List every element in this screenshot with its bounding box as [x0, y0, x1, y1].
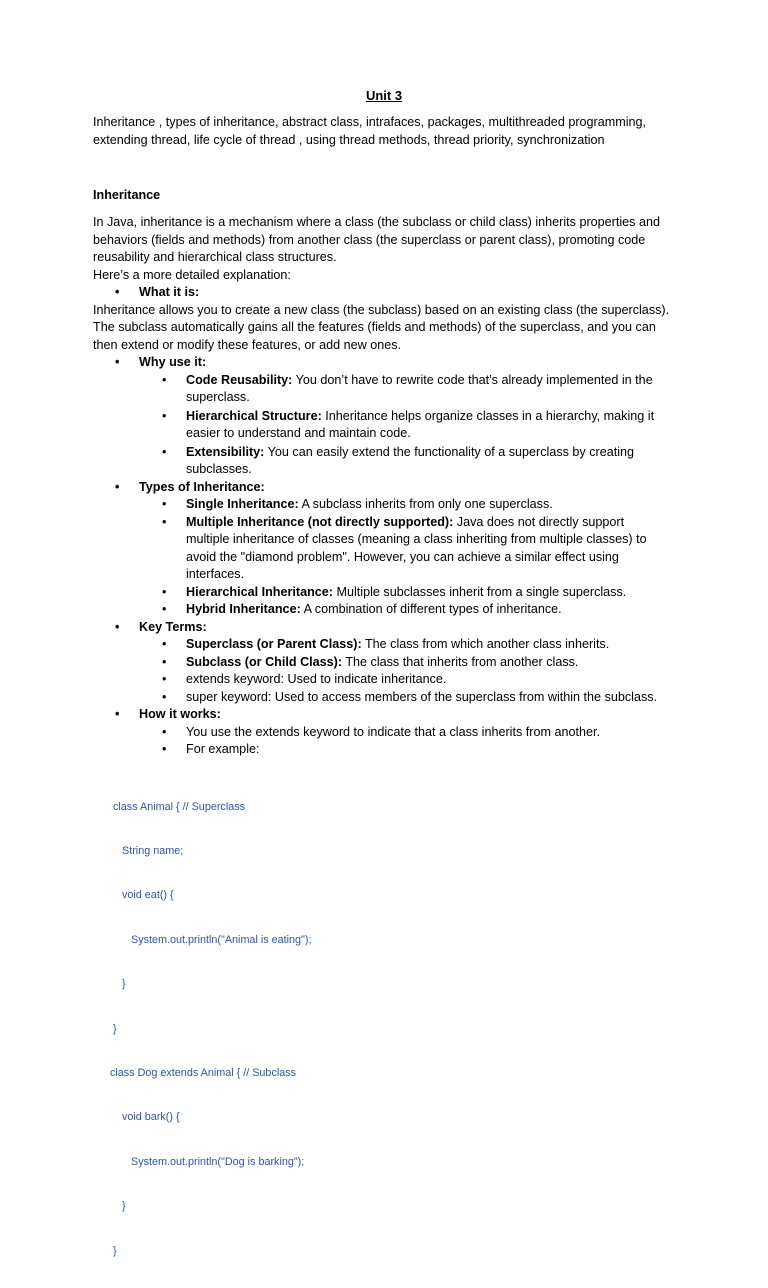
code-line: class Animal { // Superclass	[110, 800, 246, 813]
code-line: }	[110, 1022, 117, 1035]
list-item	[0, 671, 666, 689]
list-item	[0, 514, 666, 584]
term-label: Subclass (or Child Class):	[186, 654, 343, 669]
term-text: You can easily extend the functionality of a superclass by creating subclasses.	[186, 444, 635, 476]
term-label: Extensibility:	[186, 444, 265, 459]
list-item	[0, 444, 666, 479]
term-text: super keyword: Used to access members of the superclass from within the subclass.	[186, 689, 658, 704]
list-item	[0, 372, 666, 407]
term-label: Multiple Inheritance (not directly supported):	[186, 514, 454, 529]
term-text: You don’t have to rewrite code that’s already implemented in the superclass.	[186, 372, 653, 404]
bullet-how-it-works: • How it works:	[0, 706, 768, 724]
term-text: A subclass inherits from only one superclass.	[298, 497, 553, 511]
term-text: The class that inherits from another class.	[342, 654, 579, 669]
page-title: Unit 3	[365, 88, 403, 103]
code-example	[110, 770, 311, 1288]
code-line: void eat() {	[110, 889, 174, 902]
term-text: A combination of different types of inheritance.	[300, 602, 562, 616]
list-item	[0, 584, 666, 602]
code-line: class Dog extends Animal { // Subclass	[110, 1066, 297, 1079]
code-line: void bark() {	[110, 1111, 180, 1124]
bullet-why-use-it: • Why use it:	[0, 354, 768, 372]
section-heading: Inheritance	[93, 188, 161, 202]
bullet-what-it-is: • What it is:	[0, 284, 768, 302]
code-line: String name;	[110, 844, 184, 857]
list-item: • For example:	[0, 741, 666, 759]
list-item	[0, 636, 666, 654]
term-label: Hierarchical Structure:	[186, 408, 322, 423]
what-it-is-text: Inheritance allows you to create a new class (the subclass) based on an existing class (the superclass). The subclass automatically gains all the features (fields and methods) of the superclass, and you can then extend or modify these features, or add new ones.	[93, 302, 670, 352]
bullet-types: • Types of Inheritance:	[0, 479, 768, 497]
term-label: Single Inheritance:	[186, 497, 299, 511]
code-line: }	[110, 1200, 126, 1213]
intro-paragraph	[93, 214, 683, 284]
term-label: Superclass (or Parent Class):	[186, 637, 362, 651]
list-item: • You use the extends keyword to indicate that a class inherits from another.	[0, 724, 666, 742]
list-item	[0, 601, 666, 619]
list-item	[0, 496, 666, 514]
code-line: }	[110, 978, 126, 991]
list-item	[0, 654, 666, 672]
code-line: System.out.println("Dog is barking");	[110, 1155, 305, 1168]
term-label: Hybrid Inheritance:	[186, 602, 301, 616]
list-item	[0, 689, 666, 707]
list-item	[0, 408, 666, 443]
topics-list: Inheritance , types of inheritance, abstract class, intrafaces, packages, multithreaded programming, extending thread, life cycle of thread , using thread methods, thread priority, synchronization	[93, 115, 647, 147]
bullet-key-terms: • Key Terms:	[0, 619, 768, 637]
term-label: Hierarchical Inheritance:	[186, 584, 333, 599]
term-text: extends keyword: Used to indicate inheritance.	[186, 672, 447, 686]
intro-lead: Here’s a more detailed explanation:	[93, 267, 291, 282]
term-text: Java does not directly support multiple inheritance of classes (meaning a class inheriting from multiple classes) to avoid the "diamond problem". However, you can achieve a similar effect using interfaces.	[186, 514, 647, 581]
term-label: Code Reusability:	[186, 372, 293, 387]
inheritance-outline	[0, 284, 768, 759]
intro-text: In Java, inheritance is a mechanism where a class (the subclass or child class) inherits properties and behaviors (fields and methods) from another class (the superclass or parent class), promoting code reusability and hierarchical class structures.	[93, 215, 660, 264]
term-text: The class from which another class inherits.	[361, 637, 610, 651]
code-line: System.out.println("Animal is eating");	[110, 933, 312, 946]
code-line: }	[110, 1244, 117, 1257]
term-text: Inheritance helps organize classes in a hierarchy, making it easier to understand and maintain code.	[186, 408, 655, 440]
term-text: Multiple subclasses inherit from a single superclass.	[333, 584, 627, 599]
